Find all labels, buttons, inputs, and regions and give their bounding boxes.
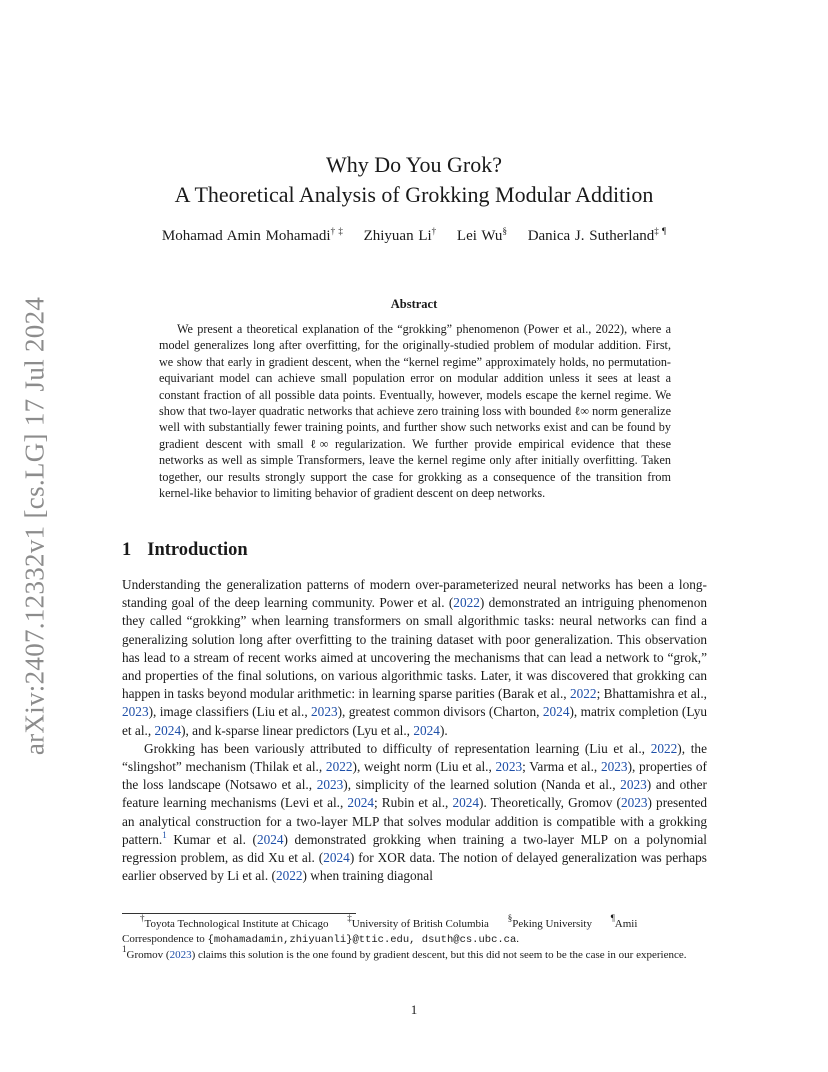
text-run: ) demonstrated grokking when training a two-layer MLP on a polynomial regression problem, as did Xu et al. ( xyxy=(122,831,707,866)
text-run: ), image classifiers (Liu et al., xyxy=(148,704,312,720)
page-number: 1 xyxy=(410,1002,418,1017)
citation-link[interactable]: 2024 xyxy=(542,704,570,720)
affiliation: †Toyota Technological Institute at Chicago xyxy=(140,913,329,930)
author: Zhiyuan Li† xyxy=(363,226,437,244)
text-run: Kumar et al. ( xyxy=(166,831,257,847)
section-heading xyxy=(122,540,248,561)
citation-link[interactable]: 2022 xyxy=(650,740,678,756)
text-run: ) demonstrated an intriguing phenomenon they called “grokking” when learning transformers on small algorithmic tasks: neural networks can find a generalizing solution long after overfitting to the training dataset with poor generalization. This observation has lead to a stream of recent works aimed at uncovering the mechanisms that can lead a network to “grok,” and properties of the final solutions, on various algorithmic tasks. Later, it was discovered that grokking can happen in tasks beyond modular arithmetic: in learning sparse parities (Barak et al., xyxy=(122,595,707,702)
affiliations-footnote xyxy=(122,913,707,932)
paragraph xyxy=(122,576,707,740)
citation-link[interactable]: 2024 xyxy=(413,722,440,738)
citation-link[interactable]: 2023 xyxy=(495,759,523,775)
section-number: 1 xyxy=(122,540,132,560)
citation-link[interactable]: 2023 xyxy=(122,704,149,720)
citation-link[interactable]: 2023 xyxy=(600,759,628,775)
affiliation: ¶Amii xyxy=(610,913,638,930)
correspondence-footnote: Correspondence to {mohamadamin,zhiyuanli}@ttic.edu, dsuth@cs.ubc.ca. xyxy=(122,933,520,946)
correspondence-emails[interactable]: {mohamadamin,zhiyuanli}@ttic.edu, dsuth@cs.ubc.ca xyxy=(207,934,517,946)
title-line-1: Why Do You Grok? xyxy=(326,152,502,177)
citation-link[interactable]: 2022 xyxy=(275,868,303,884)
abstract-text: We present a theoretical explanation of the “grokking” phenomenon (Power et al., 2022), where a model generalizes long after overfitting, for the originally-studied problem of modular addition. First, we show that early in gradient descent, when the “kernel regime” approximately holds, no permutation-equivariant model can achieve small population error on modular addition unless it sees at least a constant fraction of all possible data points. Eventually, however, models escape the kernel regime. We show that two-layer quadratic networks that achieve zero training loss with bounded ℓ∞ norm generalize well with substantially fewer training points, and further show such networks exist and can be found by gradient descent with small ℓ∞ regularization. We further provide empirical evidence that these networks as well as simple Transformers, leave the kernel regime only after initially overfitting. Taken together, our results strongly support the case for grokking as a consequence of the transition from kernel-like behavior to limiting behavior of gradient descent on deep networks. xyxy=(159,322,671,501)
text-run: ), matrix completion (Lyu et al., xyxy=(122,704,708,738)
citation-link[interactable]: 2024 xyxy=(323,850,350,866)
text-run: ), and k-sparse linear predictors (Lyu et al., xyxy=(181,722,414,738)
section-title: Introduction xyxy=(147,540,248,560)
arxiv-identifier-stamp xyxy=(12,296,58,756)
citation-link[interactable]: 2023 xyxy=(169,949,192,961)
text-run: ) presented an analytical construction for a two-layer MLP that solves modular addition is compatible with a grokking pattern. xyxy=(122,795,708,847)
footnote-marker[interactable]: 1 xyxy=(162,829,167,840)
text-run: Understanding the generalization patterns of modern over-parameterized neural networks has been a long-standing goal of the deep learning community. Power et al. ( xyxy=(122,577,707,611)
abstract-heading: Abstract xyxy=(390,297,438,311)
body-text xyxy=(122,576,707,885)
author: Mohamad Amin Mohamadi† ‡ xyxy=(161,226,343,244)
footnote-divider xyxy=(122,913,356,914)
text-run: ), simplicity of the learned solution (Nanda et al., xyxy=(343,777,621,793)
paragraph xyxy=(122,740,707,886)
text-run: Grokking has been variously attributed to difficulty of representation learning (Liu et al., xyxy=(144,740,651,756)
arxiv-id-text: arXiv:2407.12332v1 [cs.LG] 17 Jul 2024 xyxy=(19,296,50,756)
citation-link[interactable]: 2024 xyxy=(154,722,182,738)
text-run: ; Varma et al., xyxy=(522,759,601,775)
author: Lei Wu§ xyxy=(456,226,507,244)
text-run: ), greatest common divisors (Charton, xyxy=(337,704,543,720)
text-run: ), the “slingshot” mechanism (Thilak et al., xyxy=(122,740,707,775)
citation-link[interactable]: 2022 xyxy=(325,759,353,775)
text-run: ). Theoretically, Gromov ( xyxy=(479,795,621,811)
text-run: ). xyxy=(439,722,448,738)
author: Danica J. Sutherland‡ ¶ xyxy=(527,226,667,244)
affiliation: ‡University of British Columbia xyxy=(347,913,489,930)
title-line-2: A Theoretical Analysis of Grokking Modular Addition xyxy=(174,182,654,207)
citation-link[interactable]: 2022 xyxy=(453,595,480,611)
text-run: ), properties of the loss landscape (Notsawo et al., xyxy=(122,759,707,793)
citation-link[interactable]: 2023 xyxy=(311,704,338,720)
footnote-1: $^1$Gromov (2023) claims this solution is the one found by gradient descent, but this did not seem to be the case in our experience. xyxy=(122,944,687,961)
citation-link[interactable]: 2024 xyxy=(256,831,284,847)
paper-title xyxy=(0,150,828,210)
citation-link[interactable]: 2024 xyxy=(347,795,375,811)
affiliation: §Peking University xyxy=(507,913,592,930)
text-run: ; Bhattamishra et al., xyxy=(596,686,707,702)
text-run: ) for XOR data. The notion of delayed generalization was perhaps earlier observed by Li et al. ( xyxy=(122,850,707,884)
text-run: ), weight norm (Liu et al., xyxy=(352,759,496,775)
author-list xyxy=(0,228,828,245)
citation-link[interactable]: 2022 xyxy=(569,686,597,702)
citation-link[interactable]: 2023 xyxy=(316,777,344,793)
text-run: ) when training diagonal xyxy=(302,868,433,884)
citation-link[interactable]: 2023 xyxy=(620,795,648,811)
footnotes xyxy=(122,913,707,963)
text-run: ; Rubin et al., xyxy=(374,795,453,811)
text-run: ) and other feature learning mechanisms (Levi et al., xyxy=(122,777,707,811)
citation-link[interactable]: 2023 xyxy=(620,777,647,793)
citation-link[interactable]: 2024 xyxy=(452,795,480,811)
